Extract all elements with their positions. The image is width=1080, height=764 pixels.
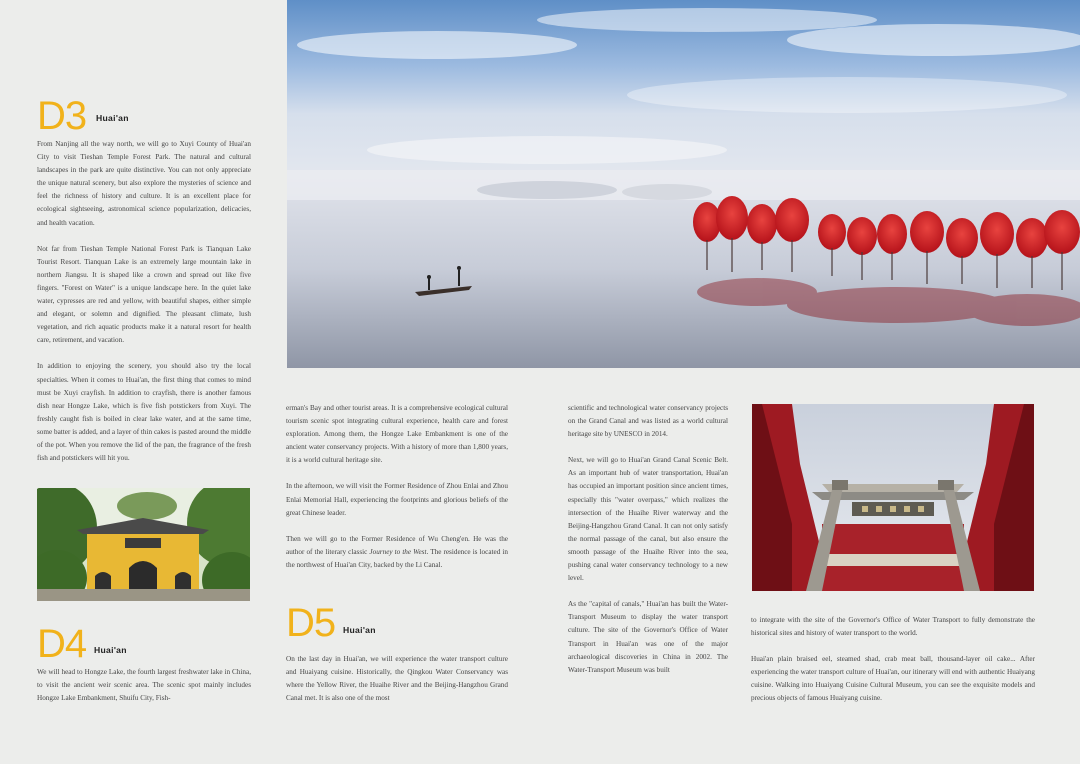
d3-text	[37, 138, 251, 478]
col2-paragraph-2: In the afternoon, we will visit the Former Residence of Zhou Enlai and Zhou Enlai Memorial Hall, experiencing the footprints and glorious beliefs of the great Chinese leader.	[286, 482, 508, 517]
d3-paragraph-2: Not far from Tieshan Temple National Forest Park is Tianquan Lake Tourist Resort. Tianquan Lake is an extremely large mountain lake in northern Jiangsu. It is shaped like a crown and spread out like five fingers. "Forest on Water" is a unique landscape here. In the quiet lake water, cypresses are red and yellow, with beautiful shapes, either simple and elegant, or solemn and dignified. The pleasant climate, lush vegetation, and rich aquatic products make it a natural resort for health care, retirement, and vacation.	[37, 244, 251, 345]
col2-p3-end: . The residence is located in the northwest of Huai'an City, backed by the Li Canal.	[286, 547, 508, 569]
col2-paragraph-1: erman's Bay and other tourist areas. It is a comprehensive ecological cultural tourism scenic spot integrating cultural experience, health care and forest exploration. Among them, the Hongze Lake Embankment is one of the ancient water conservancy projects. With a history of more than 1,800 years, it is a world cultural heritage site.	[286, 404, 508, 465]
col3-paragraph-2: Next, we will go to Huai'an Grand Canal Scenic Belt. As an important hub of water transportation, Huai'an has occupied an important position since ancient times, especially this "water overpass," which realizes the intersection of the Huaihe River waterway and the Beijing-Hangzhou Grand Canal. It can not only satisfy the normal passage of the canal, but also ensure the smooth passage of the Huaihe River into the sea, pushing canal water conservancy technology to a new level.	[568, 456, 728, 583]
day-number-d4: D4	[37, 622, 87, 666]
col4-paragraph-2: Huai'an plain braised eel, steamed shad, crab meat ball, thousand-layer oil cake... After experiencing the water transport culture of Huai'an, our itinerary will end with authentic Huaiyang cuisine. Walking into Huaiyang Cuisine Cultural Museum, you can see the exquisite models and precious objects of famous Huaiyang cuisine.	[751, 655, 1035, 703]
col3-paragraph-3: As the "capital of canals," Huai'an has built the Water-Transport Museum to display the water transport culture. The site of the Governor's Office of Water Transport in Huai'an was one of the major archaeological discoveries in China in 2002. The Water-Transport Museum was built	[568, 600, 728, 674]
col3-paragraph-1: scientific and technological water conservancy projects on the Grand Canal and was listed as a world cultural heritage site by UNESCO in 2014.	[568, 404, 728, 439]
day-place-d5: Huai'an	[343, 625, 376, 635]
canal-gate-photo	[752, 404, 1034, 591]
d3-paragraph-1: From Nanjing all the way north, we will go to Xuyi County of Huai'an City to visit Tieshan Temple Forest Park. The natural and cultural landscapes in the park are quite distinctive. You can not only appreciate the unique natural scenery, but also explore the mysteries of science and feel the richness of history and culture. It is an excellent place for ecological sightseeing, astronomical science popularization, delicacies, and health vacation.	[37, 140, 251, 227]
column-4-text	[751, 614, 1035, 719]
lake-forest-photo	[287, 0, 1080, 368]
d3-paragraph-3: In addition to enjoying the scenery, you should also try the local specialties. When it comes to Huai'an, the first thing that comes to mind must be Xuyi crayfish. In addition to crayfish, there is another famous dish near Hongze Lake, which is five fish potstickers from Xuyi. The freshly caught fish is boiled in clear lake water, and at the same time, some batter is added, and a layer of thin cakes is pasted around the middle of the pot. When you remove the lid of the pan, the fragrance of the fresh fish and potstickers will hit you.	[37, 362, 251, 463]
day-place-d3: Huai'an	[96, 113, 129, 123]
day-number-d3: D3	[37, 94, 87, 138]
col2-p3-start: Then we will go to the Former Residence of Wu Cheng'en. He was the author of the literary classic	[286, 534, 508, 556]
column-2-text	[286, 402, 508, 585]
day-number-d5: D5	[286, 601, 336, 645]
day-place-d4: Huai'an	[94, 645, 127, 655]
book-title: Journey to the West	[369, 547, 427, 556]
col4-paragraph-1: to integrate with the site of the Governor's Office of Water Transport to fully demonstrate the historical sites and history of water transport to the world.	[751, 616, 1035, 638]
temple-photo	[37, 488, 250, 601]
d4-text: We will head to Hongze Lake, the fourth largest freshwater lake in China, to visit the ancient weir scenic area. The scenic spot mainly includes Hongze Lake Embankment, Shuifu City, Fish-	[37, 668, 251, 703]
d5-text: On the last day in Huai'an, we will experience the water transport culture and Huaiyang cuisine. Historically, the Qingkou Water Conservancy was where the Yellow River, the Huaihe River and the Beijing-Hangzhou Grand Canal met. It is also one of the most	[286, 655, 508, 703]
col2-paragraph-3	[286, 533, 508, 572]
column-3-text	[568, 402, 728, 690]
